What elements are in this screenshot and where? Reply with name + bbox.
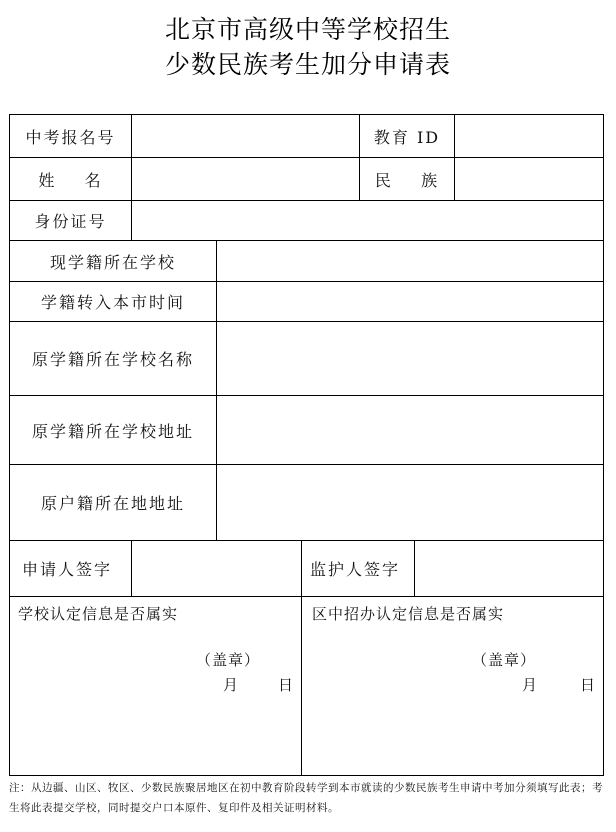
row-name: [10, 157, 603, 200]
form-footnote: 注：从边疆、山区、牧区、少数民族聚居地区在初中教育阶段转学到本市就读的少数民族考生申请中考加分须填写此表；考生将此表提交学校，同时提交户口本原件、复印件及相关证明材料。: [9, 782, 603, 814]
current-school-field[interactable]: [217, 241, 603, 281]
name-label: 姓 名: [10, 158, 132, 200]
id-card-field[interactable]: [132, 201, 603, 240]
transfer-time-field[interactable]: [217, 282, 603, 321]
original-school-name-field[interactable]: [217, 322, 603, 395]
original-household-address-field[interactable]: [217, 465, 603, 540]
name-field[interactable]: [132, 158, 360, 200]
applicant-signature-label: 申请人签字: [10, 541, 132, 596]
row-original-school-address: [10, 395, 603, 464]
current-school-label: 现学籍所在学校: [10, 241, 217, 281]
transfer-time-label: 学籍转入本市时间: [10, 282, 217, 321]
district-verification-cell[interactable]: [302, 597, 603, 775]
row-original-school-name: [10, 321, 603, 395]
row-id-card: [10, 200, 603, 240]
applicant-signature-field[interactable]: [132, 541, 302, 596]
exam-number-field[interactable]: [132, 115, 360, 157]
district-seal-label: （盖章）: [472, 651, 537, 669]
row-current-school: [10, 240, 603, 281]
form-title-line1: 北京市高级中等学校招生: [164, 15, 451, 44]
school-date-month: 月: [223, 676, 239, 694]
district-verification-title: 区中招办认定信息是否属实: [312, 605, 505, 623]
form-title-line2: 少数民族考生加分申请表: [164, 50, 451, 79]
guardian-signature-field[interactable]: [415, 541, 603, 596]
school-verification-title: 学校认定信息是否属实: [18, 605, 179, 623]
original-school-address-field[interactable]: [217, 396, 603, 464]
original-household-address-label: 原户籍所在地地址: [10, 465, 217, 540]
school-seal-label: （盖章）: [196, 651, 261, 669]
row-exam-number: [10, 115, 603, 157]
district-date-day: 日: [580, 676, 596, 694]
school-date-day: 日: [278, 676, 294, 694]
exam-number-label: 中考报名号: [10, 115, 132, 157]
id-card-label: 身份证号: [10, 201, 132, 240]
education-id-field[interactable]: [455, 115, 603, 157]
district-date-month: 月: [522, 676, 538, 694]
row-transfer-time: [10, 281, 603, 321]
education-id-label: 教育 ID: [360, 115, 455, 157]
row-original-household-address: [10, 464, 603, 540]
row-verification: [10, 596, 603, 775]
application-form-table: [9, 114, 604, 776]
original-school-name-label: 原学籍所在学校名称: [10, 322, 217, 395]
ethnicity-label: 民 族: [360, 158, 455, 200]
guardian-signature-label: 监护人签字: [302, 541, 415, 596]
ethnicity-field[interactable]: [455, 158, 603, 200]
original-school-address-label: 原学籍所在学校地址: [10, 396, 217, 464]
school-verification-cell[interactable]: [10, 597, 302, 775]
row-signatures: [10, 540, 603, 596]
